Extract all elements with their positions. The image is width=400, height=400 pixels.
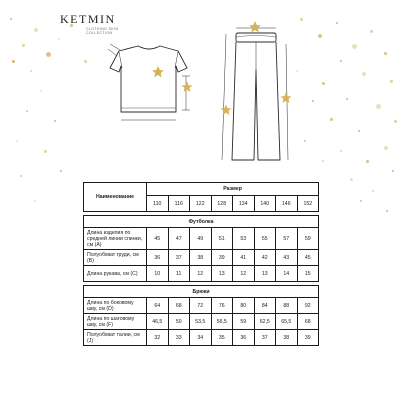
measurement-label: Полуобхват талии, см (J) <box>84 330 147 346</box>
measurement-value: 56,5 <box>211 314 233 330</box>
size-header-cell: 110 <box>147 196 169 212</box>
table-row <box>84 314 319 330</box>
size-chart-table <box>83 182 319 346</box>
measurement-label: Длина по шаговому шву, см (F) <box>84 314 147 330</box>
star-icons <box>152 21 292 115</box>
trousers-drawing <box>232 33 280 160</box>
gold-dot <box>386 210 388 212</box>
brand-tagline-line-1: CLOTHING SKIN <box>86 27 119 31</box>
table-row <box>84 266 319 282</box>
brand-logo: KETMIN <box>60 12 116 26</box>
measurement-value: 10 <box>147 266 169 282</box>
section-title: Брюки <box>84 286 319 298</box>
measurement-value: 45 <box>147 228 169 250</box>
section-title-row <box>84 216 319 228</box>
size-header-cell: 122 <box>190 196 212 212</box>
size-header-cell: 134 <box>233 196 255 212</box>
measurement-value: 13 <box>254 266 276 282</box>
star-icon <box>281 93 292 103</box>
measurement-value: 36 <box>147 250 169 266</box>
measurement-value: 15 <box>297 266 319 282</box>
measurement-value: 68 <box>297 314 319 330</box>
measurement-value: 38 <box>276 330 298 346</box>
measurement-value: 38 <box>190 250 212 266</box>
measurement-value: 41 <box>233 250 255 266</box>
table-row <box>84 228 319 250</box>
garment-measurement-drawings <box>0 0 400 180</box>
table-header-row <box>84 183 319 196</box>
star-icon <box>152 66 164 77</box>
measurement-value: 46,5 <box>147 314 169 330</box>
size-header-cell: 140 <box>254 196 276 212</box>
measurement-value: 12 <box>190 266 212 282</box>
measurement-value: 43 <box>276 250 298 266</box>
measurement-value: 51 <box>211 228 233 250</box>
measurement-value: 62,5 <box>254 314 276 330</box>
measurement-value: 14 <box>276 266 298 282</box>
measurement-value: 59 <box>233 314 255 330</box>
table-row <box>84 298 319 314</box>
measurement-label: Полуобхват груди, см (В) <box>84 250 147 266</box>
section-title: Футболка <box>84 216 319 228</box>
measurement-value: 33 <box>168 330 190 346</box>
measurement-value: 37 <box>254 330 276 346</box>
measurement-value: 42 <box>254 250 276 266</box>
t-shirt-drawing <box>110 46 187 112</box>
size-header-cell: 116 <box>168 196 190 212</box>
size-header-cell: 152 <box>297 196 319 212</box>
star-icon <box>221 105 232 115</box>
gold-dot <box>360 200 362 202</box>
name-column-header: Наименование <box>84 183 147 212</box>
measurement-value: 59 <box>297 228 319 250</box>
measurement-value: 92 <box>297 298 319 314</box>
size-header-cell: 146 <box>276 196 298 212</box>
gold-dot <box>372 190 374 192</box>
size-header-cell: 128 <box>211 196 233 212</box>
measurement-value: 50 <box>168 314 190 330</box>
measurement-value: 68 <box>168 298 190 314</box>
size-group-header: Размер <box>147 183 319 196</box>
measurement-value: 39 <box>297 330 319 346</box>
measurement-value: 65,5 <box>276 314 298 330</box>
measurement-value: 64 <box>147 298 169 314</box>
measurement-value: 34 <box>190 330 212 346</box>
brand-tagline-line-2: COLLECTION <box>86 31 113 35</box>
gold-dot <box>34 200 36 202</box>
measurement-value: 39 <box>211 250 233 266</box>
star-icon <box>182 82 193 92</box>
table-row <box>84 330 319 346</box>
measurement-label: Длина по боковому шву, см (D) <box>84 298 147 314</box>
measurement-value: 49 <box>190 228 212 250</box>
measurement-value: 11 <box>168 266 190 282</box>
measurement-value: 76 <box>211 298 233 314</box>
measurement-value: 37 <box>168 250 190 266</box>
measurement-value: 53,5 <box>190 314 212 330</box>
measurement-value: 80 <box>233 298 255 314</box>
section-title-row <box>84 286 319 298</box>
measurement-value: 32 <box>147 330 169 346</box>
measurement-value: 57 <box>276 228 298 250</box>
star-icon <box>249 21 261 32</box>
measurement-value: 12 <box>233 266 255 282</box>
measurement-value: 35 <box>211 330 233 346</box>
measurement-label: Длина изделия по средней линии спинки, см (А) <box>84 228 147 250</box>
measurement-value: 47 <box>168 228 190 250</box>
measurement-value: 55 <box>254 228 276 250</box>
measurement-value: 13 <box>211 266 233 282</box>
measurement-label: Длина рукава, см (С) <box>84 266 147 282</box>
measurement-value: 36 <box>233 330 255 346</box>
measurement-value: 72 <box>190 298 212 314</box>
measurement-value: 88 <box>276 298 298 314</box>
measurement-value: 53 <box>233 228 255 250</box>
measurement-value: 84 <box>254 298 276 314</box>
table-row <box>84 250 319 266</box>
t-shirt-measure-lines <box>108 44 190 120</box>
measurement-value: 45 <box>297 250 319 266</box>
